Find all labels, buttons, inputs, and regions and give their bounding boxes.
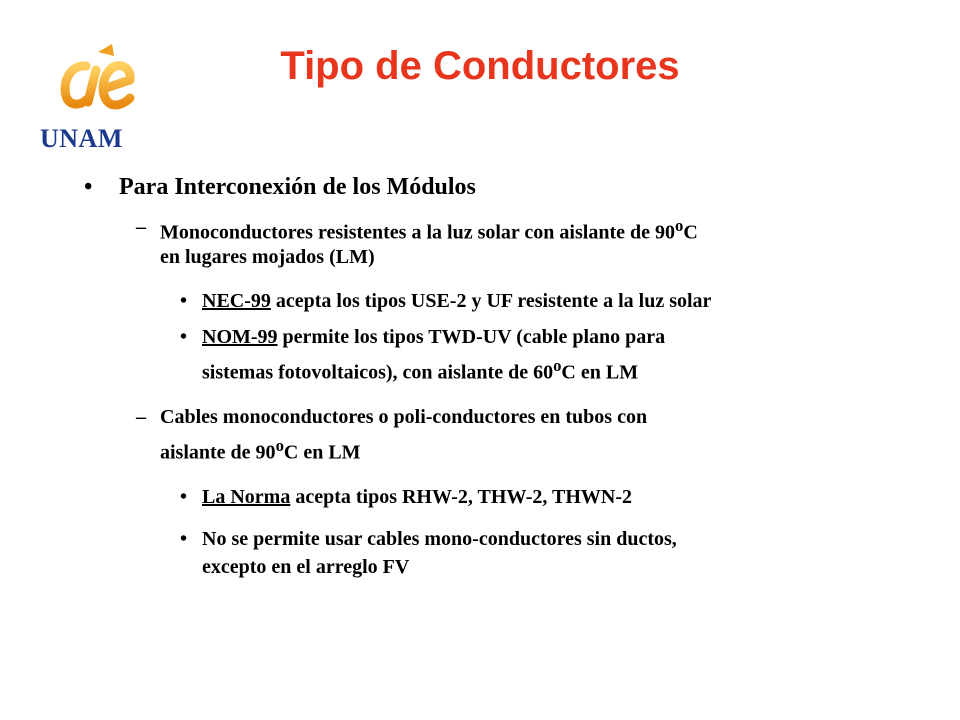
item1-sub2-line2-unit: C en LM — [561, 361, 639, 384]
level1-heading: Para Interconexión de los Módulos — [119, 174, 476, 200]
item2-line1: Cables monoconductores o poli-conductores en tubos con — [160, 406, 648, 428]
bullet-marker: • — [180, 326, 188, 348]
item2-line2-unit: C en LM — [283, 441, 361, 464]
dash-marker: – — [136, 406, 146, 428]
bullet-marker: • — [180, 290, 188, 312]
degree-sup: o — [553, 356, 562, 375]
bullet-marker: • — [180, 486, 188, 508]
item2-sub1 — [202, 486, 632, 509]
item1-sub1 — [202, 290, 711, 313]
item2-line2-text: aislante de 90 — [160, 441, 276, 464]
degree-sup: o — [674, 216, 684, 235]
item1-sub2-text: permite los tipos TWD-UV (cable plano para — [277, 326, 666, 348]
dash-marker: – — [136, 216, 146, 238]
item2-sub2-line1: No se permite usar cables mono-conductores sin ductos, — [202, 528, 677, 550]
bullet-marker: • — [84, 174, 93, 200]
item2-line2 — [160, 436, 361, 465]
item1-sub1-text: acepta los tipos USE-2 y UF resistente a la luz solar — [270, 290, 712, 312]
nom-99-ref: NOM-99 — [202, 326, 278, 348]
item1-sub2-line2-text: sistemas fotovoltaicos), con aislante de 60 — [202, 361, 554, 384]
item1-line1 — [160, 216, 698, 245]
org-label-unam: UNAM — [40, 124, 123, 153]
bullet-marker: • — [180, 528, 188, 550]
item1-line1-text: Monoconductores resistentes a la luz solar con aislante de 90 — [160, 221, 675, 244]
item2-sub1-text: acepta tipos RHW-2, THW-2, THWN-2 — [290, 486, 632, 508]
la-norma-ref: La Norma — [202, 486, 291, 508]
degree-sup: o — [275, 436, 284, 455]
item2-sub2-line2: excepto en el arreglo FV — [202, 556, 410, 578]
item1-sub2-line1 — [202, 326, 665, 349]
item1-sub2-line2 — [202, 356, 638, 385]
item1-line1-unit: C — [683, 221, 698, 244]
page-title: Tipo de Conductores — [280, 44, 680, 88]
nec-99-ref: NEC-99 — [202, 290, 271, 312]
item1-line2: en lugares mojados (LM) — [160, 246, 375, 268]
